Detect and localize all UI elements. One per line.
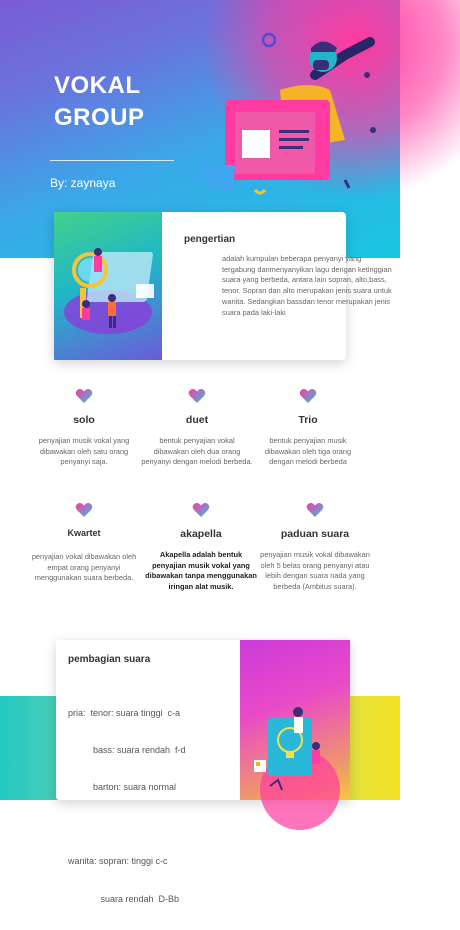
heart-icon <box>299 388 317 404</box>
type-kwartet <box>28 502 140 584</box>
division-line: barton: suara normal <box>68 782 177 793</box>
division-title: pembagian suara <box>68 654 151 665</box>
division-line: pria: tenor: suara tinggi c-a <box>68 707 181 718</box>
type-description: bentuk penyajian musik dibawakan oleh tiga orang dengan melodi berbeda <box>264 436 352 467</box>
heart-icon <box>188 388 206 404</box>
title-divider <box>50 160 174 161</box>
type-description: penyajian vokal dibawakan oleh empat orang penyanyi menggunakan suara berbeda. <box>31 552 137 583</box>
author-label: By: zaynaya <box>50 176 116 190</box>
type-trio <box>252 388 364 468</box>
division-line: bass: suara rendah f-d <box>68 745 186 756</box>
heart-icon <box>75 388 93 404</box>
division-line <box>68 818 186 830</box>
type-name: Kwartet <box>67 528 101 538</box>
type-name: Trio <box>298 414 318 426</box>
definition-title: pengertian <box>184 234 236 245</box>
heart-icon <box>306 502 324 518</box>
type-description: penyajian musik vokal yang dibawakan oleh satu orang penyanyi saja. <box>38 436 130 467</box>
type-description: penyajian musik vokal dibawakan oleh 5 belas orang penyanyi atau lebih dengan suara nada yang berbeda (Ambitus suara). <box>260 550 370 591</box>
teacher-illustration <box>195 30 400 205</box>
type-paduan-suara <box>259 502 371 592</box>
type-name: duet <box>185 414 209 426</box>
heart-icon <box>192 502 210 518</box>
division-lines <box>68 682 186 930</box>
type-duet <box>141 388 253 468</box>
bulb-presenter-illustration <box>240 640 350 800</box>
heart-icon <box>75 502 93 518</box>
type-name: akapella <box>180 528 222 540</box>
definition-text: adalah kumpulan beberapa penyanyi yang tergabung danmenyanyikan lagu dengan ketinggian suara yang berbeda, antara lain sopran, alto,bass, tenor. Sopran dan alto merupakan jenis suara untuk wanita. Sedangkan bassdan tenor merupakan jenis suara pada laki-laki <box>222 254 392 317</box>
division-illustration <box>240 640 350 800</box>
voice-division-card <box>56 640 350 904</box>
type-description: Akapella adalah bentuk penyajian musik vokal yang dibawakan tanpa menggunakan iringan alat musik. <box>145 550 257 591</box>
division-line: wanita: sopran: tinggi c-c <box>68 856 168 867</box>
type-name: solo <box>73 414 95 426</box>
type-akapella <box>145 502 257 592</box>
type-name: paduan suara <box>280 528 350 540</box>
division-line: suara rendah D-Bb <box>68 893 180 904</box>
definition-card <box>54 212 392 360</box>
definition-illustration <box>54 212 162 360</box>
page-title: VOKAL GROUP <box>54 72 145 131</box>
singers-illustration <box>54 212 162 360</box>
type-solo <box>28 388 140 468</box>
type-description: bentuk penyajian vokal dibawakan oleh dua orang penyanyi dengan melodi berbeda. <box>141 436 253 467</box>
